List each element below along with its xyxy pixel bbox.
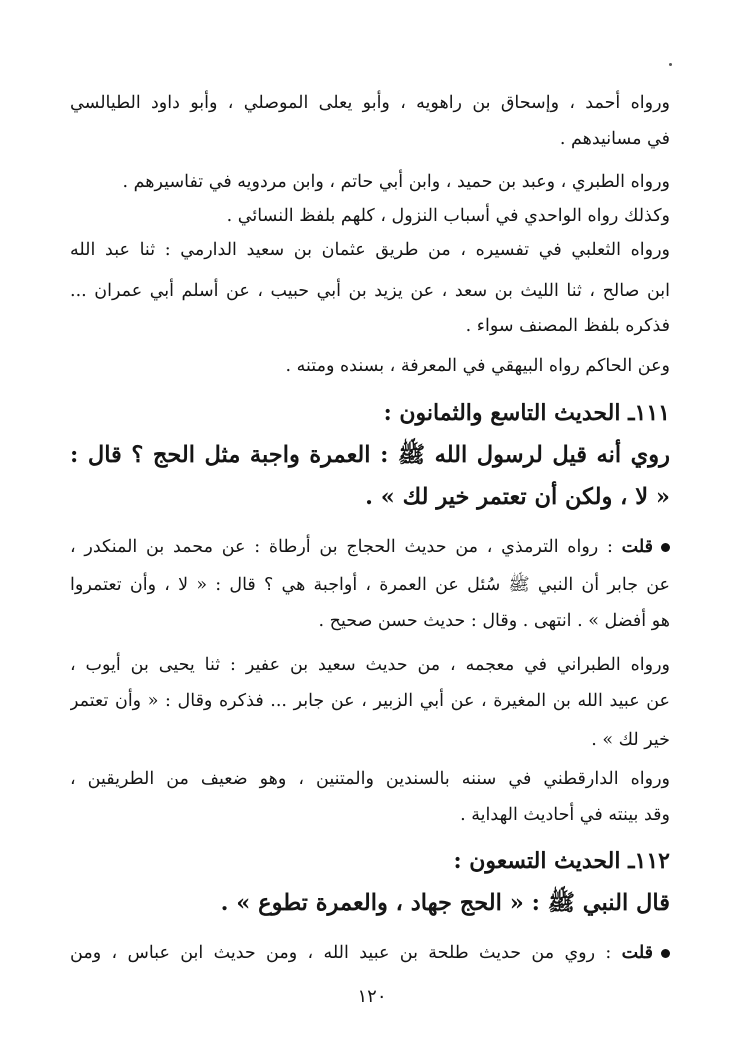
commentary-line xyxy=(70,532,670,562)
scan-speck xyxy=(669,63,672,66)
commentary-text: : روي من حديث طلحة بن عبيد الله ، ومن حديث ابن عباس ، ومن xyxy=(70,943,622,963)
text-line: وعن الحاكم رواه البيهقي في المعرفة ، بسنده ومتنه . xyxy=(285,356,670,376)
text-line: وكذلك رواه الواحدي في أسباب النزول ، كلهم بلفظ النسائي . xyxy=(226,206,670,226)
text-line: ورواه أحمد ، وإسحاق بن راهويه ، وأبو يعلى الموصلي ، وأبو داود الطيالسي xyxy=(70,93,670,113)
commentary-line: وقد بينته في أحاديث الهداية . xyxy=(460,805,670,825)
commentary-line: عن عبيد الله بن المغيرة ، عن أبي الزبير ، عن جابر ... فذكره وقال : « وأن تعتمر xyxy=(70,691,670,711)
hadith-112-heading: ١١٢ـ الحديث التسعون : xyxy=(453,848,670,874)
text-line: ورواه الطبري ، وعبد بن حميد ، وابن أبي حاتم ، وابن مردويه في تفاسيرهم . xyxy=(122,172,670,192)
commentary-text: : رواه الترمذي ، من حديث الحجاج بن أرطاة : عن محمد بن المنكدر ، xyxy=(70,537,622,557)
text-line: فذكره بلفظ المصنف سواء . xyxy=(465,316,670,336)
hadith-111-heading: ١١١ـ الحديث التاسع والثمانون : xyxy=(383,400,670,426)
commentary-line: ورواه الدارقطني في سننه بالسندين والمتنين ، وهو ضعيف من الطريقين ، xyxy=(70,769,670,789)
commentary-line: خير لك » . xyxy=(591,730,670,750)
page-number: ١٢٠ xyxy=(357,986,387,1007)
text-line: ورواه الثعلبي في تفسيره ، من طريق عثمان بن سعيد الدارمي : ثنا عبد الله xyxy=(70,240,670,260)
hadith-111-text: « لا ، ولكن أن تعتمر خير لك » . xyxy=(365,484,670,510)
commentary-line: عن جابر أن النبي ﷺ سُئل عن العمرة ، أواجبة هي ؟ قال : « لا ، وأن تعتمروا xyxy=(70,575,670,595)
bullet-icon xyxy=(661,949,670,958)
text-line: في مسانيدهم . xyxy=(559,129,670,149)
commentary-line: ورواه الطبراني في معجمه ، من حديث سعيد بن عفير : ثنا يحيى بن أيوب ، xyxy=(70,655,670,675)
commentary-line xyxy=(70,938,670,968)
hadith-112-text: قال النبي ﷺ : « الحج جهاد ، والعمرة تطوع » . xyxy=(220,890,670,916)
commentary-line: هو أفضل » . انتهى . وقال : حديث حسن صحيح . xyxy=(318,611,670,631)
text-line: ابن صالح ، ثنا الليث بن سعد ، عن يزيد بن أبي حبيب ، عن أسلم أبي عمران ... xyxy=(70,281,670,301)
qult-label: قلت xyxy=(621,537,653,557)
qult-label: قلت xyxy=(621,943,653,963)
hadith-111-text: روي أنه قيل لرسول الله ﷺ : العمرة واجبة مثل الحج ؟ قال : xyxy=(70,442,670,468)
bullet-icon xyxy=(661,543,670,552)
